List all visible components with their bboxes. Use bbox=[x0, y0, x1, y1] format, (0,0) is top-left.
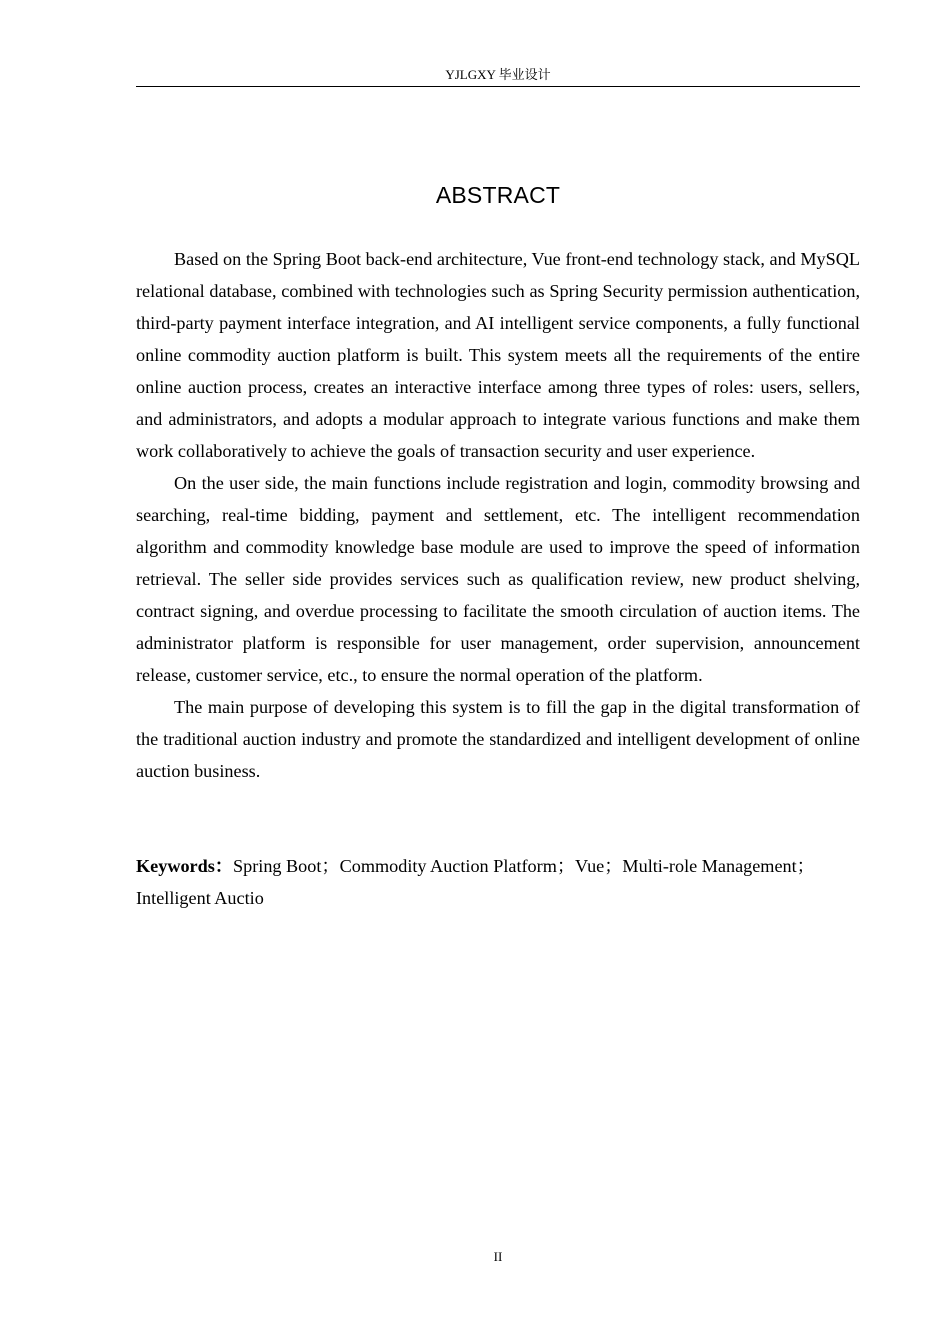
keywords-line bbox=[136, 850, 860, 914]
abstract-paragraph-2: On the user side, the main functions include registration and login, commodity browsing and searching, real-time bidding, payment and settlement, etc. The intelligent recommendation algorithm and commodity knowledge base module are used to improve the speed of information retrieval. The seller side provides services such as qualification review, new product shelving, contract signing, and overdue processing to facilitate the smooth circulation of auction items. The administrator platform is responsible for user management, order supervision, announcement release, customer service, etc., to ensure the normal operation of the platform. bbox=[136, 473, 860, 685]
abstract-paragraph-3: The main purpose of developing this system is to fill the gap in the digital transformation of the traditional auction industry and promote the standardized and intelligent development of online auction business. bbox=[136, 697, 860, 781]
abstract-paragraph-1: Based on the Spring Boot back-end architecture, Vue front-end technology stack, and MySQL relational database, combined with technologies such as Spring Security permission authentication, third-party payment interface integration, and AI intelligent service components, a fully functional online commodity auction platform is built. This system meets all the requirements of the entire online auction process, creates an interactive interface among three types of roles: users, sellers, and administrators, and adopts a modular approach to integrate various functions and make them work collaboratively to achieve the goals of transaction security and user experience. bbox=[136, 249, 860, 461]
abstract-title: ABSTRACT bbox=[435, 182, 561, 208]
abstract-body bbox=[136, 243, 860, 787]
keywords-label: Keywords： bbox=[136, 856, 233, 876]
page-number: II bbox=[493, 1249, 503, 1264]
header-rule bbox=[136, 86, 860, 87]
keywords-text: Spring Boot；Commodity Auction Platform；Vue；Multi-role Management；Intelligent Auctio bbox=[136, 856, 815, 908]
running-header: YJLGXY 毕业设计 bbox=[445, 67, 551, 82]
